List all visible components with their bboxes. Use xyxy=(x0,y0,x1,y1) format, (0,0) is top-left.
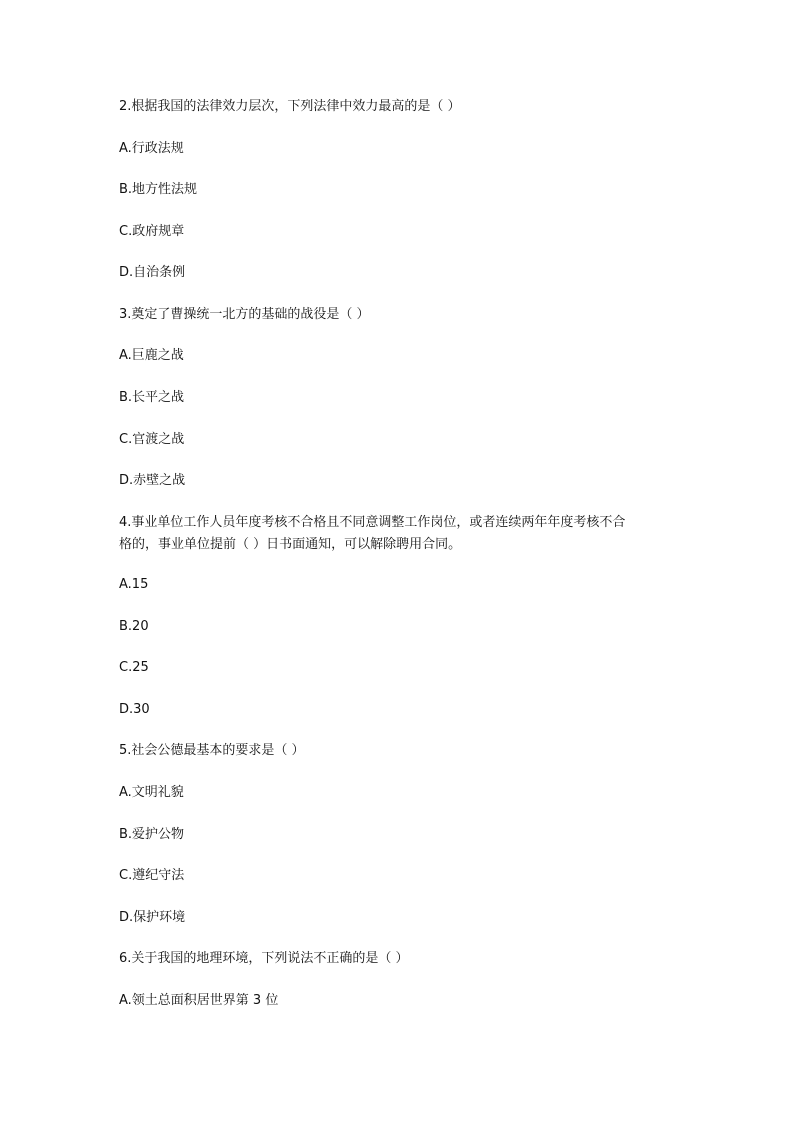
question-option: A.15 xyxy=(119,577,149,592)
question-option: B.20 xyxy=(119,619,149,634)
question-option: D.保护环境 xyxy=(119,910,186,925)
question-option: D.自治条例 xyxy=(119,265,186,280)
question-option: B.爱护公物 xyxy=(119,827,185,842)
question-option: B.长平之战 xyxy=(119,390,185,405)
question-option: C.25 xyxy=(119,660,149,675)
question-stem-line-2: 格的，事业单位提前（ ）日书面通知，可以解除聘用合同。 xyxy=(119,537,462,552)
question-option: C.遵纪守法 xyxy=(119,868,185,883)
question-option: B.地方性法规 xyxy=(119,182,198,197)
question-stem: 3.奠定了曹操统一北方的基础的战役是（ ） xyxy=(119,307,370,322)
question-option: D.赤壁之战 xyxy=(119,473,186,488)
question-stem: 2.根据我国的法律效力层次，下列法律中效力最高的是（ ） xyxy=(119,99,461,114)
question-stem: 6.关于我国的地理环境，下列说法不正确的是（ ） xyxy=(119,951,409,966)
question-option: A.文明礼貌 xyxy=(119,785,184,800)
question-stem-line-1: 4.事业单位工作人员年度考核不合格且不同意调整工作岗位，或者连续两年年度考核不合 xyxy=(119,515,626,530)
question-option: A.领土总面积居世界第 3 位 xyxy=(119,993,279,1008)
question-option: C.官渡之战 xyxy=(119,432,185,447)
question-stem: 5.社会公德最基本的要求是（ ） xyxy=(119,743,305,758)
question-option: A.行政法规 xyxy=(119,141,184,156)
question-option: D.30 xyxy=(119,702,150,717)
question-option: A.巨鹿之战 xyxy=(119,348,184,363)
question-option: C.政府规章 xyxy=(119,224,185,239)
